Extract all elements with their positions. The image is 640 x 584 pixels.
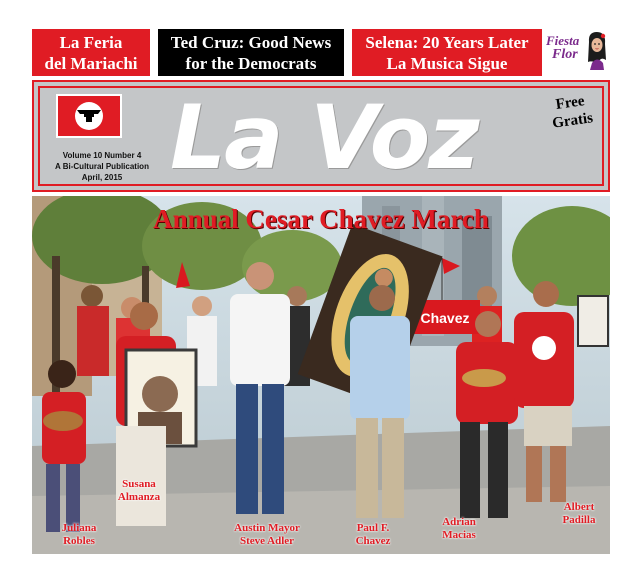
caption-line: Robles xyxy=(63,535,95,547)
caption-line: Juliana xyxy=(61,522,97,534)
caption-line: Paul F. xyxy=(356,522,390,534)
headline-line: Selena: 20 Years Later xyxy=(365,33,529,52)
caption-line: Macias xyxy=(442,529,476,541)
headline-line: for the Democrats xyxy=(185,54,317,73)
issue-date: April, 2015 xyxy=(81,173,123,182)
caption-susana-almanza xyxy=(104,478,174,504)
headline-ted-cruz[interactable] xyxy=(158,29,344,76)
ufw-eagle-flag xyxy=(56,94,122,138)
cover-photo[interactable] xyxy=(32,196,610,554)
aztec-eagle-icon xyxy=(77,108,101,124)
caption-paul-chavez xyxy=(338,522,408,548)
caption-line: Adrian xyxy=(442,516,476,528)
caption-juliana-robles xyxy=(44,522,114,548)
fiesta-word: Fiesta xyxy=(546,33,580,48)
caption-line: Albert xyxy=(563,501,595,513)
headline-line: La Musica Sigue xyxy=(386,54,508,73)
caption-line: Steve Adler xyxy=(239,535,295,547)
woman-portrait-icon xyxy=(586,30,608,70)
free-word: Free xyxy=(554,93,586,114)
march-title: Annual Cesar Chavez March xyxy=(153,204,489,234)
gratis-word: Gratis xyxy=(551,110,595,132)
free-gratis-label xyxy=(549,91,594,132)
caption-steve-adler xyxy=(212,522,322,548)
headline-line: Ted Cruz: Good News xyxy=(170,33,332,52)
masthead-frame xyxy=(38,86,604,189)
headline-selena[interactable] xyxy=(352,29,542,76)
headline-line: del Mariachi xyxy=(44,54,138,73)
caption-line: Chavez xyxy=(355,535,391,547)
issue-info xyxy=(46,150,158,183)
tagline: A Bi-Cultural Publication xyxy=(55,162,149,171)
chavez-banner-text: Chavez xyxy=(420,310,470,326)
flor-word: Flor xyxy=(552,47,578,62)
fiesta-flor-text xyxy=(546,34,579,62)
caption-line: Austin Mayor xyxy=(234,522,300,534)
caption-albert-padilla xyxy=(544,501,610,527)
headline-feria-mariachi[interactable] xyxy=(32,29,150,76)
la-voz-logo: La Voz xyxy=(170,86,478,189)
fiesta-flor-logo[interactable] xyxy=(546,28,610,76)
headline-line: La Feria xyxy=(59,33,123,52)
caption-adrian-macias xyxy=(424,516,494,542)
masthead xyxy=(32,80,610,192)
caption-line: Padilla xyxy=(562,514,596,526)
caption-line: Almanza xyxy=(117,491,161,503)
caption-line: Susana xyxy=(122,478,156,490)
volume-number: Volume 10 Number 4 xyxy=(62,151,142,160)
